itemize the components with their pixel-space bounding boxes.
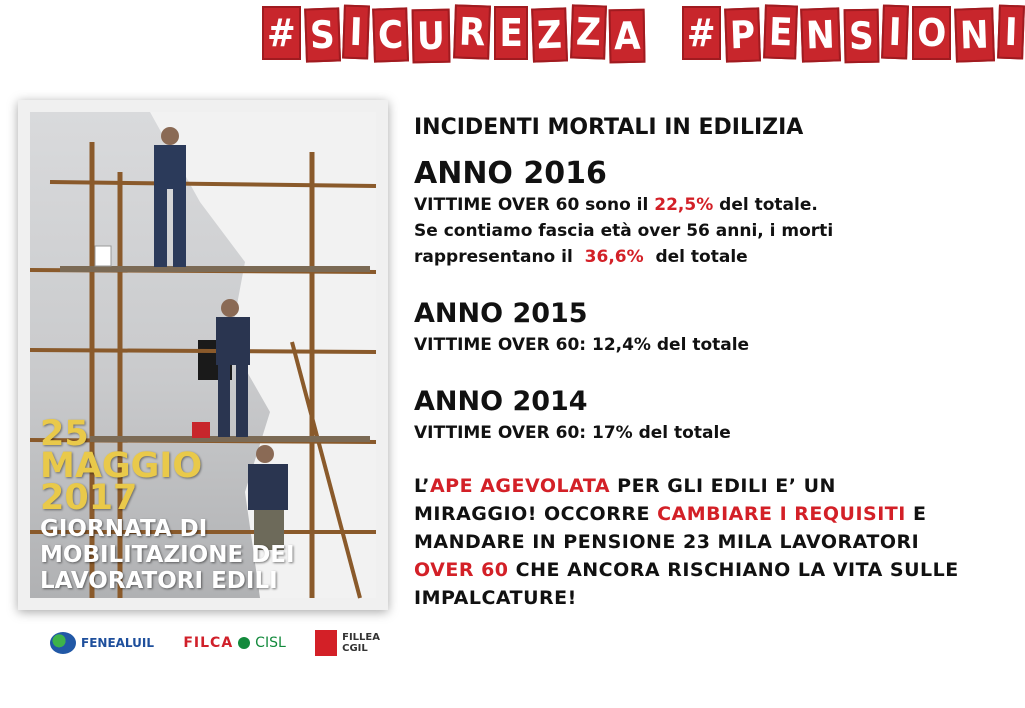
tag-letter: A: [609, 9, 646, 64]
tag-letter: R: [453, 4, 491, 59]
bucket: [95, 246, 111, 266]
tag-letter: Z: [531, 7, 568, 62]
poster-image: [30, 112, 376, 598]
fillea-logo-icon: [315, 630, 337, 656]
year-2016-line-1: [414, 192, 962, 218]
year-2015-title: ANNO 2015: [414, 298, 588, 329]
worker-top: [154, 127, 186, 267]
cisl-dot-icon: [238, 637, 250, 649]
tag-letter: N: [800, 7, 840, 62]
cisl-name: CISL: [255, 635, 286, 651]
tag-letter: I: [881, 5, 909, 60]
fillea-line1: FILLEA: [342, 632, 380, 643]
fenealuil-logo-icon: [50, 632, 76, 654]
logo-filca-cisl: [183, 635, 285, 651]
poster-frame: [18, 100, 388, 610]
year-2016-title: ANNO 2016: [414, 156, 607, 191]
tag-letter: S: [843, 9, 879, 64]
tag-letter: S: [304, 7, 340, 62]
year-2016-line-3: [414, 244, 962, 270]
percent-highlight: 36,6%: [584, 247, 644, 267]
tag-letter: N: [954, 7, 994, 62]
poster-subtitle-3: LAVORATORI EDILI: [40, 568, 278, 594]
poster-subtitle-2: MOBILITAZIONE DEI: [40, 542, 295, 568]
union-logos: [50, 630, 380, 656]
text-span: del totale: [643, 247, 748, 267]
cta-highlight: APE AGEVOLATA: [429, 475, 611, 497]
fillea-line2: CGIL: [342, 643, 368, 654]
filca-name: FILCA: [183, 635, 234, 651]
text-span: del totale.: [713, 195, 818, 215]
logo-fillea-cgil: [315, 630, 380, 656]
call-to-action: [414, 472, 962, 612]
text-span: PER GLI EDILI E’ UN MIRAGGIO! OCCORRE: [414, 475, 836, 525]
poster-date-year: 2017: [40, 478, 138, 518]
tag-letter: E: [763, 4, 798, 59]
text-span: L’: [414, 475, 430, 497]
tag-letter: O: [912, 6, 951, 60]
poster-date-month: MAGGIO: [40, 446, 203, 486]
year-2014-title: ANNO 2014: [414, 386, 588, 417]
hashtag-pensioni: [682, 6, 1024, 60]
tag-letter: Z: [570, 4, 607, 59]
cta-highlight: OVER 60: [414, 559, 509, 581]
tag-letter: #: [262, 6, 301, 60]
hashtag-header: [262, 6, 1024, 60]
poster-date-day: 25: [40, 414, 89, 454]
tag-letter: #: [682, 6, 721, 60]
year-2015-line-1: VITTIME OVER 60: 12,4% del totale: [414, 335, 750, 355]
tag-letter: I: [997, 5, 1025, 60]
fillea-name: [342, 632, 380, 654]
statistics-column: [414, 115, 962, 612]
tag-letter: C: [372, 7, 409, 62]
poster-caption: [40, 414, 370, 594]
fenealuil-name: FENEALUIL: [81, 636, 154, 650]
poster-subtitle-1: GIORNATA DI: [40, 516, 208, 542]
text-span: rappresentano il: [414, 247, 585, 267]
worker-middle: [216, 299, 250, 437]
logo-fenealuil: [50, 632, 154, 654]
tag-letter: U: [412, 9, 451, 64]
cta-highlight: CAMBIARE I REQUISITI: [657, 503, 906, 525]
text-span: E MANDARE IN PENSIONE 23 MILA LAVORATORI: [414, 503, 927, 553]
text-span: VITTIME OVER 60 sono il: [414, 195, 655, 215]
percent-highlight: 22,5%: [654, 195, 714, 215]
tag-letter: I: [342, 5, 370, 60]
tag-letter: E: [494, 6, 527, 60]
text-span: CHE ANCORA RISCHIANO LA VITA SULLE IMPALCATURE!: [414, 559, 959, 609]
year-2014-line-1: VITTIME OVER 60: 17% del totale: [414, 423, 731, 443]
year-2016-line-2: Se contiamo fascia età over 56 anni, i morti: [414, 221, 834, 241]
hashtag-sicurezza: [262, 6, 646, 60]
tag-letter: P: [724, 7, 761, 62]
headline: INCIDENTI MORTALI IN EDILIZIA: [414, 115, 804, 140]
